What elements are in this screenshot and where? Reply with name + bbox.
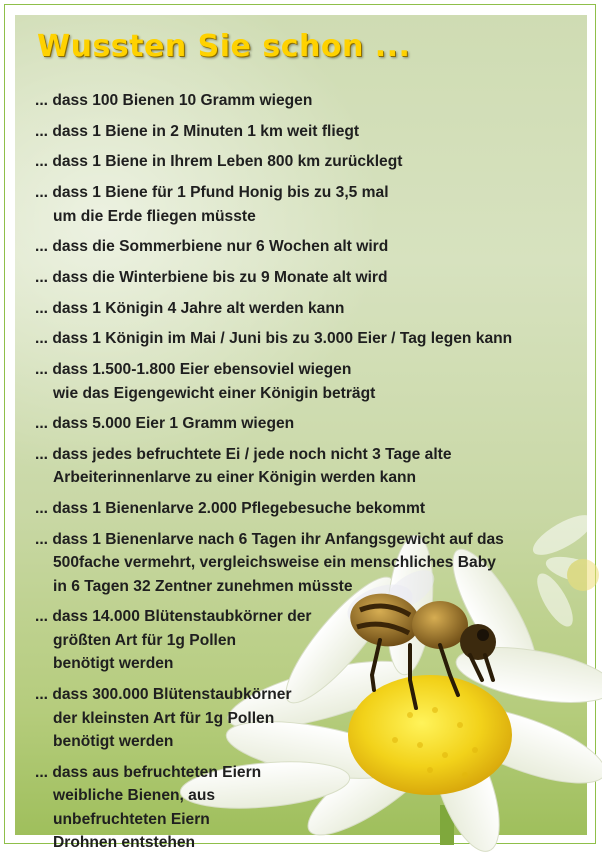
fact-item — [35, 605, 512, 676]
fact-line: ... dass 300.000 Blütenstaubkörner — [35, 686, 292, 704]
fact-line: weibliche Bienen, aus — [53, 787, 216, 805]
fact-line: unbefruchteten Eiern — [53, 810, 210, 828]
fact-line: ... dass 1.500-1.800 Eier ebensoviel wiegen — [35, 361, 352, 378]
fact-item — [35, 443, 512, 490]
fact-item — [35, 297, 512, 321]
fact-line: in 6 Tagen 32 Zentner zunehmen müsste — [53, 577, 353, 595]
fact-item — [35, 120, 512, 144]
poster — [15, 15, 587, 852]
fact-line: ... dass die Winterbiene bis zu 9 Monate alt wird — [35, 268, 388, 286]
fact-item — [35, 528, 512, 599]
fact-item — [35, 761, 512, 855]
fact-item — [35, 327, 512, 351]
fact-line: ... dass 1 Biene in Ihrem Leben 800 km zurücklegt — [35, 153, 403, 171]
fact-item — [35, 181, 512, 228]
fact-line: Drohnen entstehen — [53, 834, 196, 852]
fact-line: ... dass 5.000 Eier 1 Gramm wiegen — [35, 415, 295, 433]
fact-line: größten Art für 1g Pollen — [53, 631, 237, 649]
facts-list — [35, 89, 512, 862]
fact-line: benötigt werden — [53, 655, 174, 673]
fact-line: ... dass jedes befruchtete Ei / jede noch nicht 3 Tage alte — [35, 445, 452, 463]
fact-line: ... dass 1 Königin 4 Jahre alt werden kann — [35, 299, 345, 317]
fact-item — [35, 150, 512, 174]
fact-line: ... dass 1 Königin im Mai / Juni bis zu 3.000 Eier / Tag legen kann — [35, 330, 513, 348]
poster-title: Wussten Sie schon ... — [37, 29, 411, 64]
fact-line: um die Erde fliegen müsste — [53, 207, 256, 225]
fact-item — [35, 497, 512, 521]
fact-item — [35, 235, 512, 259]
fact-line: ... dass 1 Bienenlarve nach 6 Tagen ihr Anfangsgewicht auf das — [35, 530, 504, 548]
fact-line: 500fache vermehrt, vergleichsweise ein menschliches Baby — [53, 554, 496, 572]
fact-line: der kleinsten Art für 1g Pollen — [53, 709, 275, 727]
fact-item — [35, 89, 512, 113]
fact-item — [35, 683, 512, 754]
fact-line: ... dass 100 Bienen 10 Gramm wiegen — [35, 92, 313, 109]
fact-line: Arbeiterinnenlarve zu einer Königin werden kann — [53, 469, 417, 487]
fact-line: ... dass aus befruchteten Eiern — [35, 763, 262, 781]
fact-line: benötigt werden — [53, 733, 174, 751]
fact-line: ... dass 1 Biene für 1 Pfund Honig bis zu 3,5 mal — [35, 184, 389, 202]
fact-line: ... dass 1 Bienenlarve 2.000 Pflegebesuche bekommt — [35, 500, 426, 518]
fact-line: ... dass die Sommerbiene nur 6 Wochen alt wird — [35, 238, 389, 256]
fact-line: ... dass 1 Biene in 2 Minuten 1 km weit fliegt — [35, 122, 360, 140]
fact-item — [35, 358, 512, 405]
fact-line: ... dass 14.000 Blütenstaubkörner der — [35, 608, 312, 626]
fact-item — [35, 266, 512, 290]
fact-item — [35, 412, 512, 436]
fact-line: wie das Eigengewicht einer Königin beträgt — [53, 384, 376, 402]
